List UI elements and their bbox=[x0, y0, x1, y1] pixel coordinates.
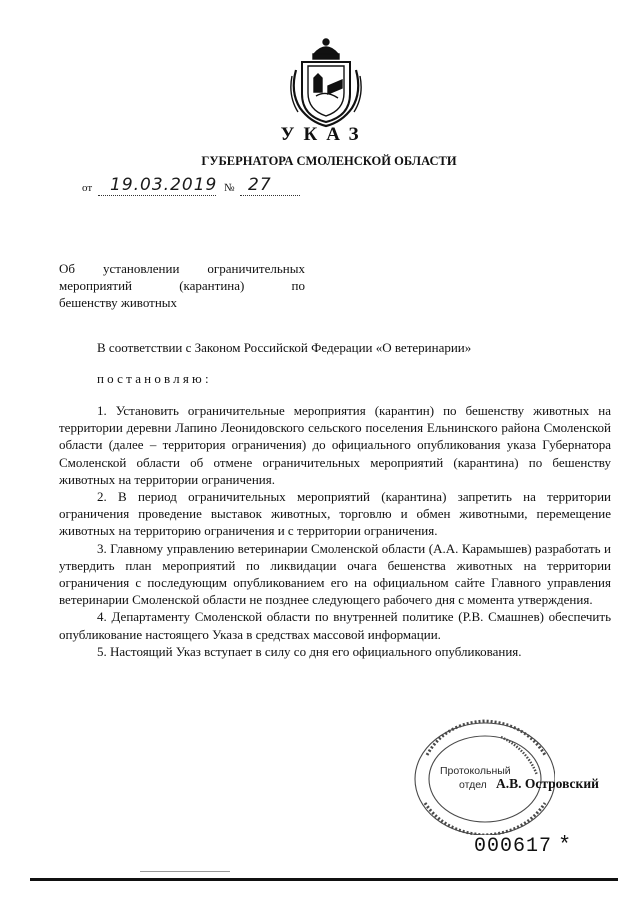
document-title: УКАЗ bbox=[280, 124, 368, 145]
stamp-text-line-1: Протокольный bbox=[440, 765, 511, 777]
decree-item-4: 4. Департаменту Смоленской области по внутренней политике (Р.В. Смашнев) обеспечить опубликование настоящего Указа в средствах массовой информации. bbox=[59, 609, 611, 642]
preamble: В соответствии с Законом Российской Федерации «О ветеринарии» bbox=[97, 340, 472, 355]
decree-item-5: 5. Настоящий Указ вступает в силу со дня его официального опубликования. bbox=[97, 643, 522, 659]
coat-of-arms-emblem bbox=[288, 36, 364, 128]
bottom-border bbox=[30, 878, 618, 881]
decree-item-1: 1. Установить ограничительные мероприятия (карантин) по бешенству животных на территории деревни Лапино Леонидовского сельского поселения Ельнинского района Смоленской области (далее – территория ограничения) до официального опубликования указа Губернатора Смоленской области об отмене ограничительных мероприятий (карантина) по бешенству животных на территории ограничения. bbox=[59, 403, 611, 487]
number-prefix: № bbox=[224, 182, 235, 194]
bottom-faint-line bbox=[140, 871, 230, 872]
decree-word: постановляю: bbox=[97, 371, 212, 386]
date-prefix: от bbox=[82, 182, 93, 194]
stamp-text-line-2: отдел bbox=[459, 779, 487, 791]
serial-mark: * bbox=[558, 833, 572, 858]
decree-item-3: 3. Главному управлению ветеринарии Смоленской области (А.А. Карамышев) разработать и утвердить план мероприятий по ликвидации очага бешенства животных на территории ограничения с последующим опубликованием его на официальном сайте Главного управления ветеринарии Смоленской области не позднее следующего рабочего дня с момента утверждения. bbox=[59, 540, 611, 608]
decree-items bbox=[59, 402, 611, 660]
date-underline bbox=[98, 195, 216, 196]
subject-block bbox=[59, 260, 305, 311]
decree-item-2: 2. В период ограничительных мероприятий (карантина) запретить на территории ограничения проведение выставок животных, торговлю и обмен животными, перемещение животных на территорию ограничения и с территории ограничения. bbox=[59, 489, 611, 539]
subject-line-1: Об установлении ограничительных bbox=[59, 261, 305, 276]
subject-line-3: бешенству животных bbox=[59, 295, 178, 310]
date-value: 19.03.2019 bbox=[110, 175, 218, 195]
document-subtitle: ГУБЕРНАТОРА СМОЛЕНСКОЙ ОБЛАСТИ bbox=[201, 154, 457, 168]
number-underline bbox=[240, 195, 300, 196]
number-value: 27 bbox=[248, 175, 272, 195]
signer-name: А.В. Островский bbox=[496, 776, 599, 791]
subject-line-2: мероприятий (карантина) по bbox=[59, 278, 305, 293]
serial-number: 000617 bbox=[474, 835, 553, 858]
date-number-line bbox=[80, 176, 310, 200]
